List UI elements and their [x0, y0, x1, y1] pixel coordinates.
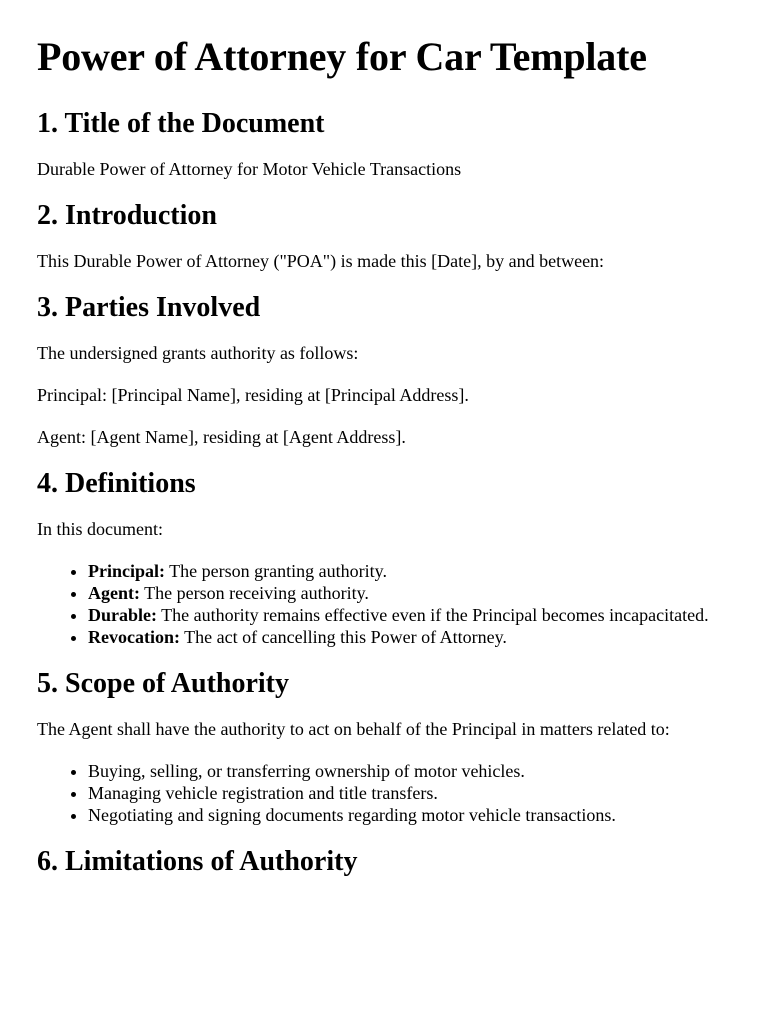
scope-list	[37, 760, 730, 826]
section-definitions	[37, 468, 730, 648]
section-text: Durable Power of Attorney for Motor Vehicle Transactions	[37, 159, 462, 179]
section-scope-of-authority	[37, 668, 730, 826]
section-heading: 6. Limitations of Authority	[37, 846, 358, 877]
section-parties-involved	[37, 292, 730, 448]
section-heading: 5. Scope of Authority	[37, 668, 289, 699]
section-title-of-document	[37, 108, 730, 180]
section-text: This Durable Power of Attorney ("POA") is made this [Date], by and between:	[37, 251, 605, 271]
section-text: In this document:	[37, 519, 163, 539]
definition-desc: The authority remains effective even if the Principal becomes incapacitated.	[157, 605, 709, 625]
section-heading: 3. Parties Involved	[37, 292, 261, 323]
definition-desc: The person granting authority.	[165, 561, 387, 581]
list-item	[88, 604, 730, 626]
principal-line: Principal: [Principal Name], residing at [Principal Address].	[37, 385, 469, 405]
list-item: • Managing vehicle registration and title transfers.	[88, 782, 730, 804]
section-heading: 2. Introduction	[37, 200, 217, 231]
agent-line: Agent: [Agent Name], residing at [Agent Address].	[37, 427, 406, 447]
definition-term: Agent:	[88, 583, 140, 603]
definition-desc: The act of cancelling this Power of Attorney.	[179, 627, 507, 647]
section-heading: 4. Definitions	[37, 468, 196, 499]
list-item	[88, 626, 730, 648]
section-text: The undersigned grants authority as follows:	[37, 343, 359, 363]
section-limitations-of-authority	[37, 846, 730, 878]
list-item	[88, 560, 730, 582]
list-item: • Buying, selling, or transferring ownership of motor vehicles.	[88, 760, 730, 782]
list-item	[88, 582, 730, 604]
definition-term: Revocation:	[88, 627, 180, 647]
document-title: Power of Attorney for Car Template	[37, 34, 647, 79]
section-introduction	[37, 200, 730, 272]
definition-desc: The person receiving authority.	[140, 583, 369, 603]
definitions-list	[37, 560, 730, 648]
section-heading: 1. Title of the Document	[37, 108, 325, 139]
definition-term: Durable:	[88, 605, 157, 625]
section-text: The Agent shall have the authority to act on behalf of the Principal in matters related to:	[37, 719, 670, 739]
list-item: • Negotiating and signing documents regarding motor vehicle transactions.	[88, 804, 730, 826]
definition-term: Principal:	[88, 561, 165, 581]
